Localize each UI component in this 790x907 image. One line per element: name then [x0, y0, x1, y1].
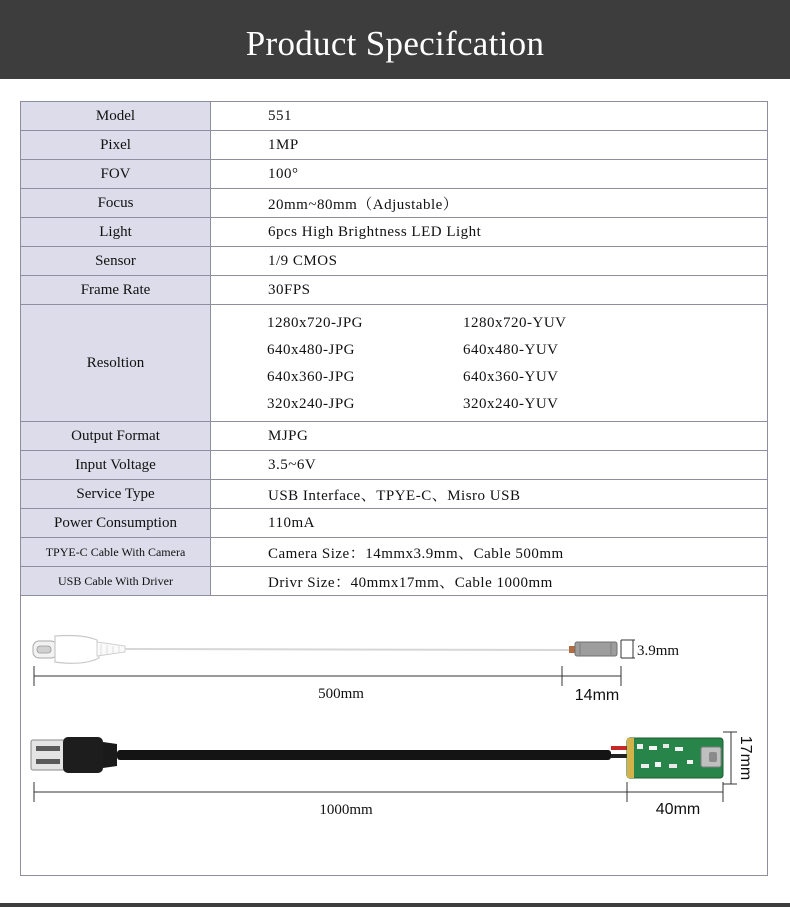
spec-row — [21, 480, 768, 509]
spec-row — [21, 451, 768, 480]
resolution-item: 640x480-YUV — [463, 342, 559, 358]
spec-value: Drivr Size：40mmx17mm、Cable 1000mm — [211, 567, 768, 596]
spec-label: Light — [21, 218, 211, 247]
resolution-item: 320x240-YUV — [463, 396, 559, 412]
spec-value: Camera Size：14mmx3.9mm、Cable 500mm — [211, 538, 768, 567]
spec-label: Service Type — [21, 480, 211, 509]
driver-length-label: 40mm — [655, 801, 701, 818]
usb-cable — [31, 732, 754, 818]
spec-value: 110mA — [211, 509, 768, 538]
spec-label: Input Voltage — [21, 451, 211, 480]
spec-row — [21, 567, 768, 596]
spec-row — [21, 509, 768, 538]
spec-row — [21, 538, 768, 567]
spec-label: Focus — [21, 189, 211, 218]
spec-label: Output Format — [21, 422, 211, 451]
spec-row — [21, 247, 768, 276]
spec-value: 6pcs High Brightness LED Light — [211, 218, 768, 247]
spec-row — [21, 218, 768, 247]
camera-length-label: 14mm — [574, 687, 620, 704]
spec-value: 1MP — [211, 131, 768, 160]
header-banner — [0, 0, 790, 79]
usb-plug-icon — [31, 740, 65, 770]
spec-label: Pixel — [21, 131, 211, 160]
spec-label: Frame Rate — [21, 276, 211, 305]
spec-row — [21, 131, 768, 160]
spec-value: 1/9 CMOS — [211, 247, 768, 276]
spec-value: 3.5~6V — [211, 451, 768, 480]
spec-table — [20, 101, 768, 596]
typec-cable-length-label: 500mm — [318, 686, 364, 702]
resolution-item: 640x360-JPG — [267, 369, 356, 385]
usb-cable-length-label: 1000mm — [319, 802, 373, 818]
resolution-values — [211, 305, 768, 422]
spec-row — [21, 422, 768, 451]
cable-diagram-svg — [21, 594, 769, 876]
spec-value: 100° — [211, 160, 768, 189]
spec-label: Power Consumption — [21, 509, 211, 538]
spec-row — [21, 160, 768, 189]
page-title: Product Specifcation — [245, 23, 545, 63]
spec-value: MJPG — [211, 422, 768, 451]
cable-diagram — [20, 594, 768, 876]
spec-value: 551 — [211, 102, 768, 131]
spec-label: TPYE-C Cable With Camera — [21, 538, 211, 567]
camera-diameter-label: 3.9mm — [637, 643, 680, 659]
spec-value: 20mm~80mm（Adjustable） — [211, 189, 768, 218]
resolution-item: 1280x720-YUV — [463, 315, 567, 331]
spec-row — [21, 276, 768, 305]
spec-row — [21, 189, 768, 218]
spec-label-resolution: Resoltion — [21, 305, 211, 422]
driver-width-label: 17mm — [737, 735, 754, 781]
resolution-item: 1280x720-JPG — [267, 315, 364, 331]
resolution-row — [21, 305, 768, 422]
spec-value: USB Interface、TPYE-C、Misro USB — [211, 480, 768, 509]
typec-cable — [33, 636, 679, 705]
footer-divider — [0, 903, 790, 907]
spec-label: Model — [21, 102, 211, 131]
spec-label: Sensor — [21, 247, 211, 276]
spec-label: FOV — [21, 160, 211, 189]
spec-value: 30FPS — [211, 276, 768, 305]
resolution-item: 640x360-YUV — [463, 369, 559, 385]
resolution-item: 640x480-JPG — [267, 342, 356, 358]
resolution-item: 320x240-JPG — [267, 396, 356, 412]
spec-row — [21, 102, 768, 131]
spec-label: USB Cable With Driver — [21, 567, 211, 596]
